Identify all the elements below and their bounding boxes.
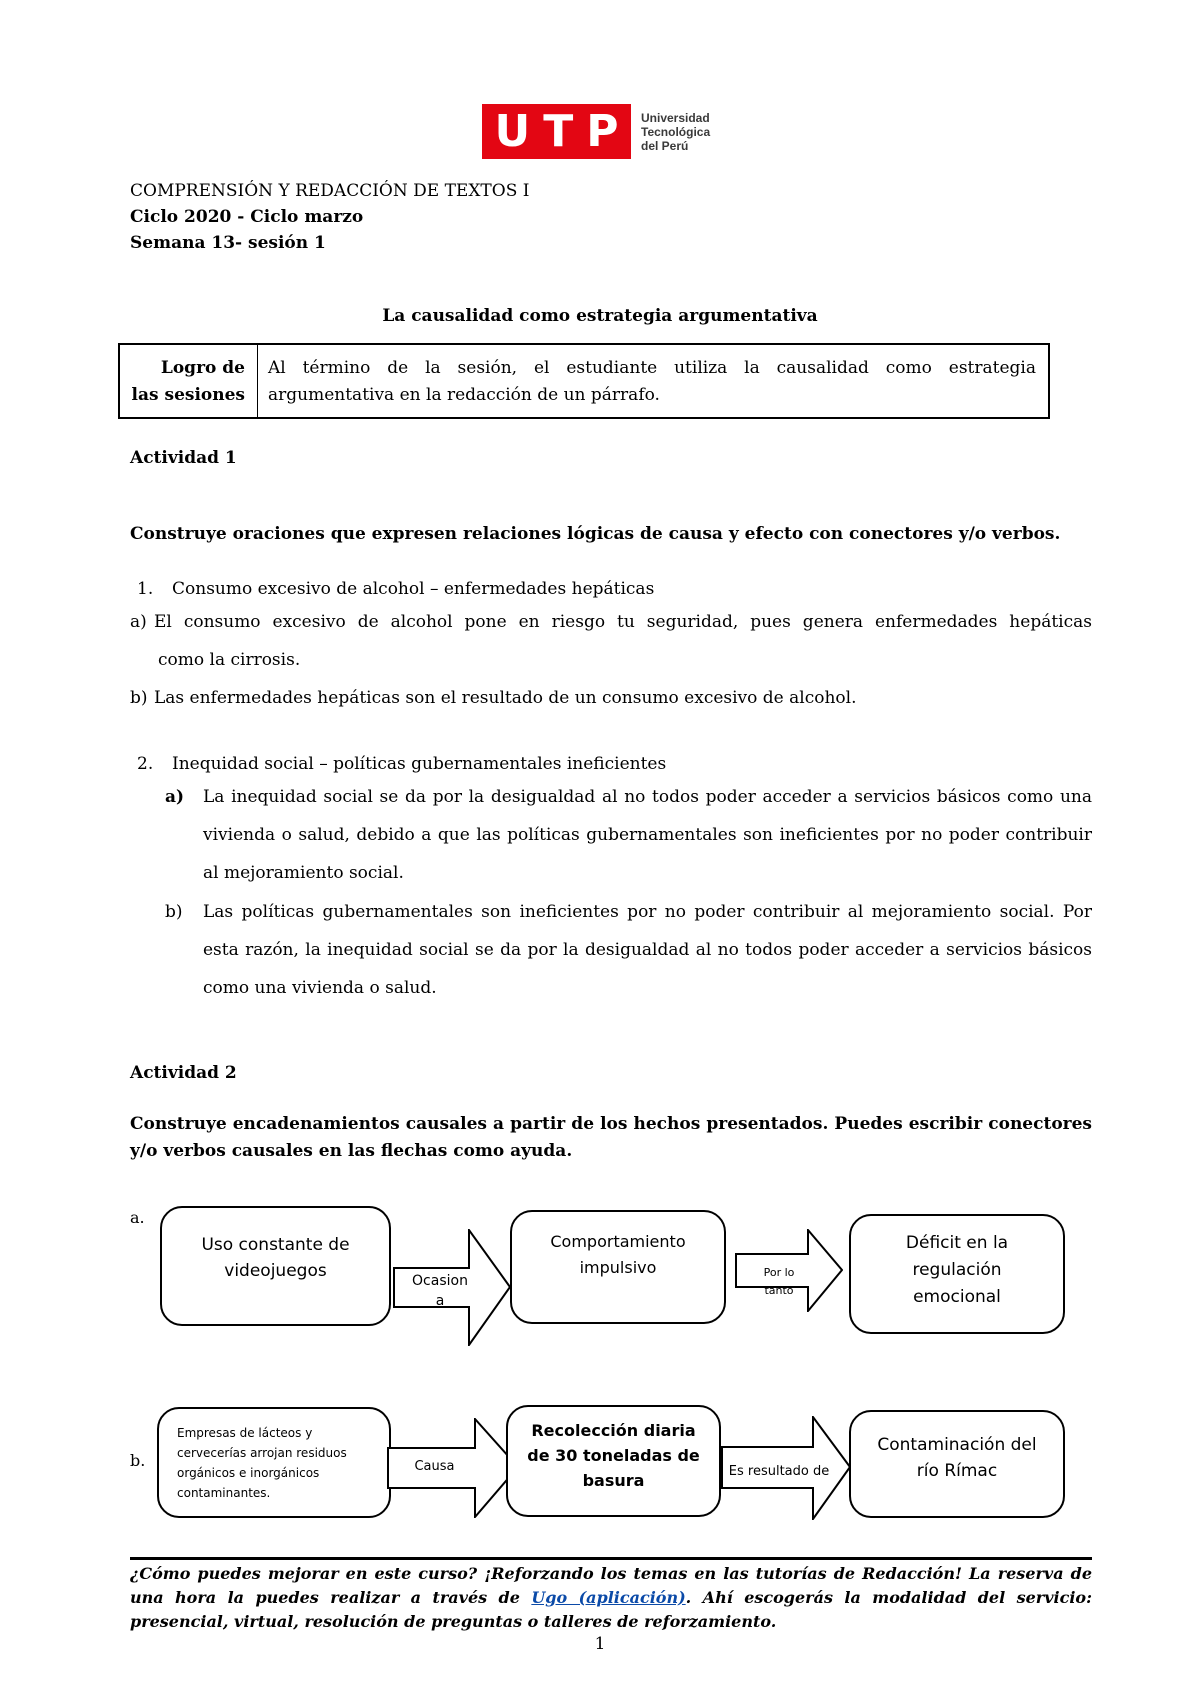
utp-logo-mark — [482, 104, 631, 159]
chain-b-arrow1-text: Causa — [414, 1459, 455, 1474]
logro-label: Logro de las sesiones — [120, 345, 258, 417]
logo-letter-p: P — [586, 106, 619, 157]
logro-text: Al término de la sesión, el estudiante utiliza la causalidad como estrategia argumentativa en la redacción de un párrafo. — [268, 358, 1036, 405]
chain-b-box3: Contaminación del río Rímac — [849, 1410, 1065, 1518]
logo-letter-t: T — [543, 106, 574, 157]
item2-topic: Inequidad social – políticas gubernamentales ineficientes — [172, 754, 667, 774]
item1-answer-a-line1: El consumo excesivo de alcohol pone en riesgo tu seguridad, pues genera enfermedades hepáticas — [154, 612, 1092, 632]
page-title: La causalidad como estrategia argumentativa — [382, 306, 818, 326]
actividad1-title: Actividad 1 — [130, 448, 237, 468]
utp-logo — [482, 104, 710, 159]
item1-answer-a-marker: a) — [130, 612, 147, 632]
logo-letter-u: U — [494, 106, 531, 157]
chain-b-box1: Empresas de lácteos y cervecerías arrojan residuos orgánicos e inorgánicos contaminantes. — [157, 1407, 391, 1518]
page-number: 1 — [594, 1634, 606, 1654]
chain-b-box2: Recolección diaria de 30 toneladas de basura — [506, 1405, 721, 1517]
item1-answer-b-line1: Las enfermedades hepáticas son el resultado de un consumo excesivo de alcohol. — [154, 688, 857, 708]
actividad2-instruction: Construye encadenamientos causales a partir de los hechos presentados. Puedes escribir conectores y/o verbos causales en las flechas como ayuda. — [130, 1114, 1092, 1161]
item1-number: 1. — [137, 579, 154, 599]
chain-a-label: a. — [130, 1208, 145, 1227]
chain-a-arrow2-text: Por lo tanto — [763, 1266, 795, 1297]
actividad2-title: Actividad 2 — [130, 1063, 237, 1083]
utp-logo-name: Universidad Tecnológica del Perú — [641, 110, 711, 153]
chain-a-box1: Uso constante de videojuegos — [160, 1206, 391, 1326]
course-name: COMPRENSIÓN Y REDACCIÓN DE TEXTOS I — [130, 181, 530, 201]
footer-note: ¿Cómo puedes mejorar en este curso? ¡Reforzando los temas en las tutorías de Redacción! La reserva de una hora la puedes realizar a través de Ugo (aplicación). Ahí escogerás la modalidad del servicio: presencial, virtual, resolución de preguntas o talleres de reforzamiento. — [130, 1564, 1092, 1631]
chain-b-arrow2-text: Es resultado de — [728, 1464, 830, 1479]
item2-answer-b-marker: b) — [165, 902, 183, 922]
footer-divider — [130, 1557, 1092, 1560]
item1-answer-b-marker: b) — [130, 688, 148, 708]
item1-topic: Consumo excesivo de alcohol – enfermedades hepáticas — [172, 579, 655, 599]
item1-answer-a-line2: como la cirrosis. — [158, 650, 301, 670]
chain-a-arrow1-text: Ocasion a — [412, 1273, 468, 1309]
logro-table — [118, 343, 1050, 419]
course-cycle: Ciclo 2020 - Ciclo marzo — [130, 207, 364, 227]
item2-answer-b-text: Las políticas gubernamentales son ineficientes por no poder contribuir al mejoramiento social. Por esta razón, la inequidad social se da por la desigualdad al no todos poder acceder a servicios básicos como una vivienda o salud. — [203, 902, 1092, 998]
ugo-app-link[interactable]: Ugo (aplicación) — [531, 1588, 686, 1607]
chain-b-label: b. — [130, 1451, 146, 1470]
item2-number: 2. — [137, 754, 154, 774]
chain-a-box3: Déficit en la regulación emocional — [849, 1214, 1065, 1334]
chain-a-box2: Comportamiento impulsivo — [510, 1210, 726, 1324]
item2-answer-a-text: La inequidad social se da por la desigualdad al no todos poder acceder a servicios básicos como una vivienda o salud, debido a que las políticas gubernamentales son ineficientes por no poder contribuir al mejoramiento social. — [203, 787, 1092, 883]
actividad1-instruction: Construye oraciones que expresen relaciones lógicas de causa y efecto con conectores y/o verbos. — [130, 524, 1061, 544]
item2-answer-a-marker: a) — [165, 787, 185, 807]
course-week: Semana 13- sesión 1 — [130, 233, 326, 253]
